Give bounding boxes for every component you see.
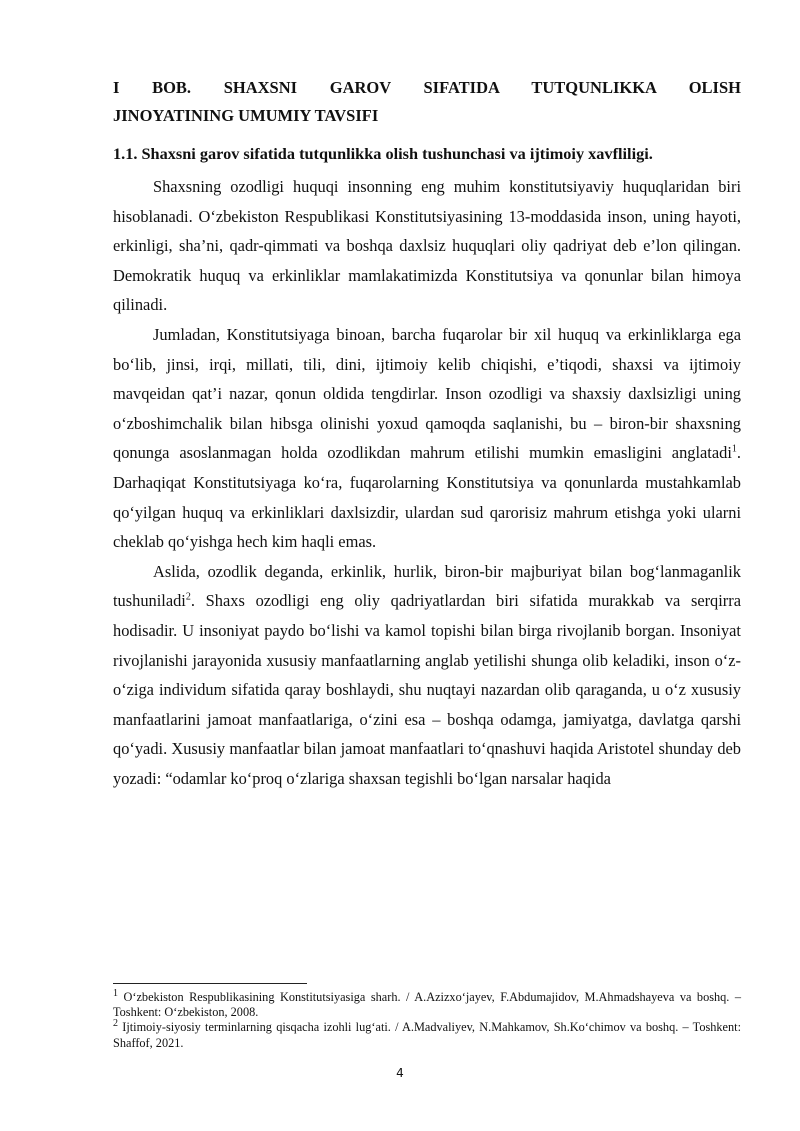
paragraph-3-text-b: . Shaxs ozodligi eng oliy qadriyatlardan biri sifatida murakkab va serqirra hodisadir. U insoniyat paydo bo‘lishi va kamol topishi bilan birga rivojlanib borgan. Insoniyat rivojlanishi jarayonida xususiy manfaatlarning anglab yetilishi shunga olib keladiki, inson o‘z-o‘ziga individum sifatida qaray boshlaydi, shu nuqtayi nazardan olib qaraganda, u o‘z xususiy manfaatlarini jamoat manfaatlariga, o‘zini esa – boshqa odamga, jamiyatga, davlatga qarshi qo‘yadi. Xususiy manfaatlar bilan jamoat manfaatlari to‘qnashuvi haqida Aristotel shunday deb yozadi: “odamlar ko‘proq o‘zlariga shaxsan tegishli bo‘lgan narsalar haqida — [113, 591, 741, 788]
footnote-ref-1: 1 — [731, 443, 737, 455]
paragraph-2-text-b: . Darhaqiqat Konstitutsiyaga ko‘ra, fuqarolarning Konstitutsiya va qonunlarda mustahkamlab qo‘yilgan huquq va erkinliklari daxlsizdir, ulardan sud qarorisiz mahrum etishga yoki ularni cheklab qo‘yishga hech kim haqli emas. — [113, 443, 741, 552]
paragraph-1: Shaxsning ozodligi huquqi insonning eng muhim konstitutsiyaviy huquqlaridan biri hisoblanadi. O‘zbekiston Respublikasi Konstitutsiyasining 13-moddasida inson, uning hayoti, erkinligi, sha’ni, qadr-qimmati va boshqa daxlsiz huquqlari oliy qadriyat deb e’lon qilingan. Demokratik huquq va erkinliklar mamlakatimizda Konstitutsiya va qonunlar bilan himoya qilinadi. — [113, 177, 741, 315]
chapter-title-line-1: I BOB. SHAXSNI GAROV SIFATIDA TUTQUNLIKKA OLISH — [113, 78, 741, 97]
paragraph-2 — [113, 320, 741, 557]
footnote-1 — [113, 987, 742, 1020]
footnote-1-text: O‘zbekiston Respublikasining Konstitutsiyasiga sharh. / A.Azizxo‘jayev, F.Abdumajidov, M.Ahmadshayeva va boshq. – Toshkent: O‘zbekiston, 2008. — [113, 990, 742, 1020]
footnote-separator — [113, 983, 307, 984]
chapter-title — [113, 74, 741, 130]
paragraph-3 — [113, 557, 741, 794]
footnote-mark-1: 1 — [113, 987, 118, 999]
footnote-2 — [113, 1020, 741, 1050]
paragraph-3-text-a: Aslida, ozodlik deganda, erkinlik, hurlik, biron-bir majburiyat bilan bog‘lanmaganlik tushuniladi — [113, 561, 741, 611]
paragraph-2-text-a: Jumladan, Konstitutsiyaga binoan, barcha fuqarolar bir xil huquq va erkinliklarga ega bo‘lib, jinsi, irqi, millati, tili, dini, ijtimoiy kelib chiqishi, e’tiqodi, shaxsi va ijtimoiy mavqeidan qat’i nazar, qonun oldida tengdirlar. Inson ozodligi va shaxsiy daxlsizligi uning o‘zboshimchalik bilan hibsga olinishi yoxud qamoqda saqlanishi, bu – biron-bir shaxsning qonunga asoslanmagan holda ozodlikdan mahrum etilishi mumkin emasligini anglatadi — [113, 324, 741, 463]
footnote-mark-2: 2 — [113, 1018, 118, 1030]
body-text — [113, 172, 741, 793]
section-title: 1.1. Shaxsni garov sifatida tutqunlikka olish tushunchasi va ijtimoiy xavfliligi. — [113, 144, 653, 163]
footnote-2-text: Ijtimoiy-siyosiy terminlarning qisqacha izohli lug‘ati. / A.Madvaliyev, N.Mahkamov, Sh.Ko‘chimov va boshq. – Toshkent: Shaffof, 2021. — [113, 1020, 742, 1050]
footnotes — [113, 987, 742, 1051]
page-number: 4 — [396, 1066, 404, 1080]
chapter-title-line-2: JINOYATINING UMUMIY TAVSIFI — [113, 106, 379, 125]
footnote-ref-2: 2 — [185, 591, 191, 603]
